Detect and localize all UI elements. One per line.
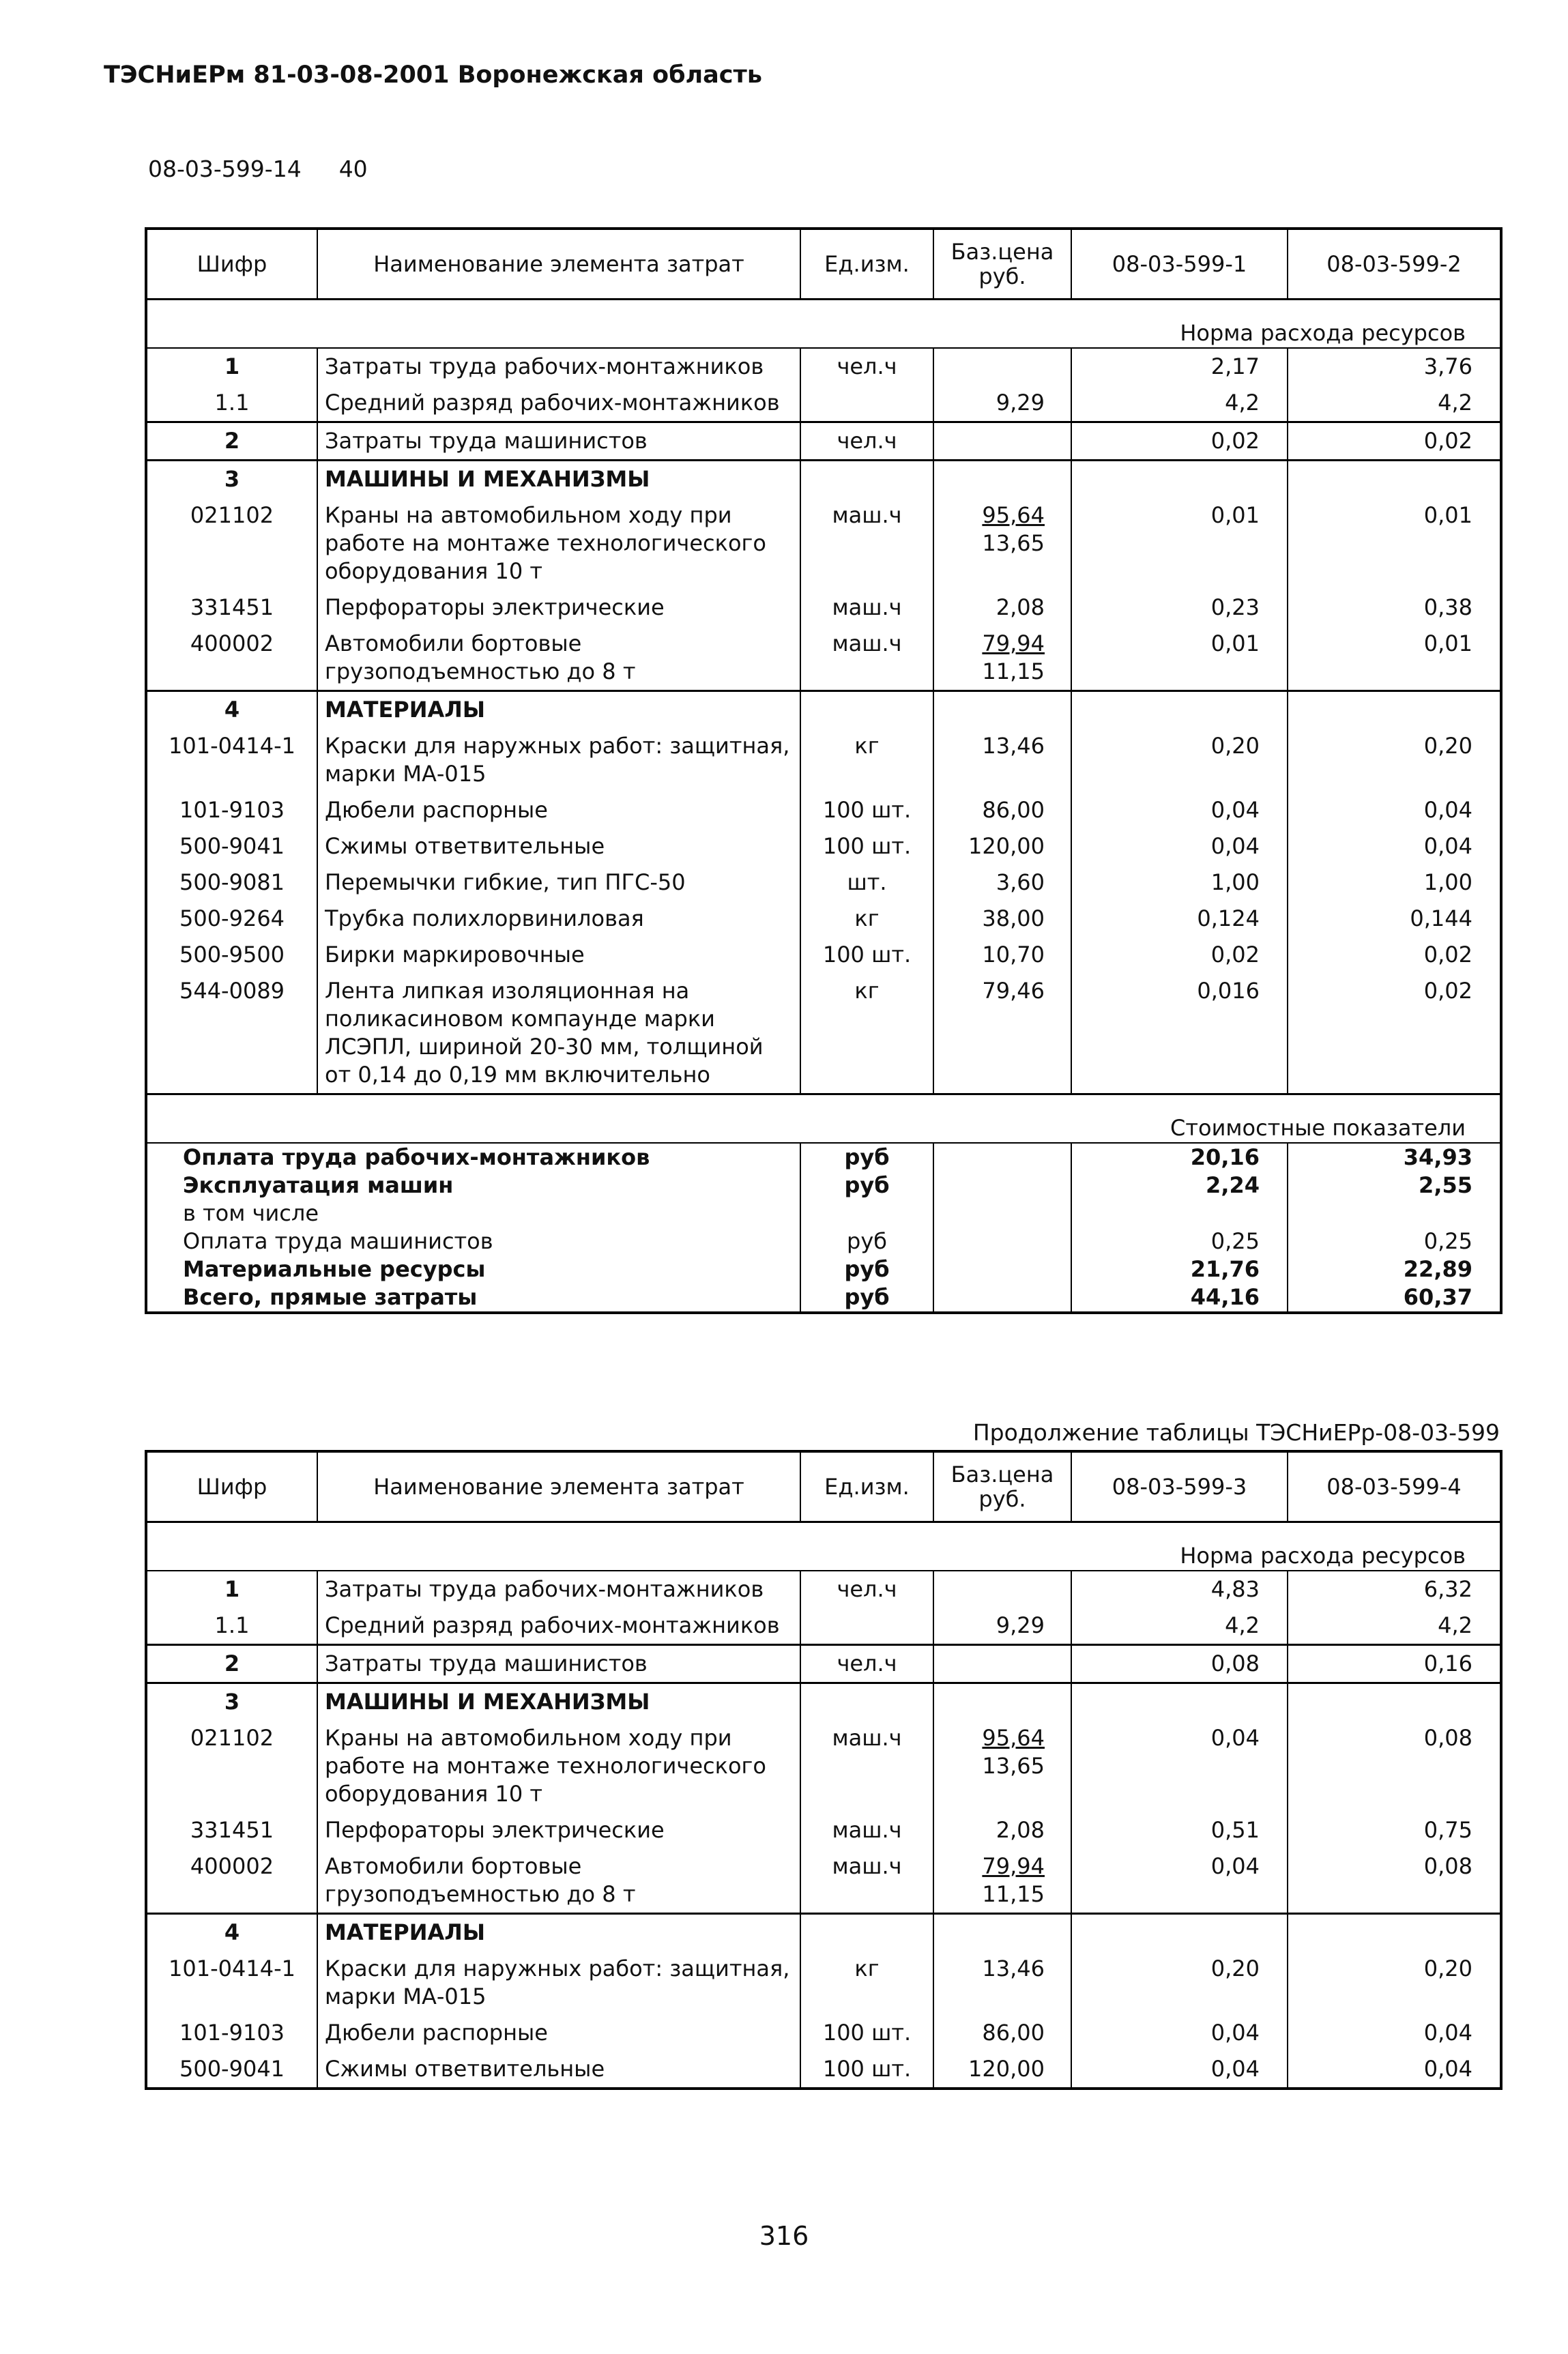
table-reference	[148, 156, 368, 182]
table-row	[146, 461, 1501, 498]
row-unit: кг	[800, 1951, 933, 2015]
cost-price-empty	[933, 1283, 1071, 1313]
table-row	[146, 1848, 1501, 1914]
cost-unit: руб	[800, 1143, 933, 1172]
cost-value-b: 22,89	[1403, 1256, 1472, 1282]
row-code: 101-0414-1	[146, 1951, 317, 2015]
row-name: Краны на автомобильном ходу при работе на монтаже технологического оборудования 10 т	[317, 497, 800, 590]
row-code: 101-9103	[146, 792, 317, 828]
cost-label-row	[146, 1114, 1501, 1143]
row-value-b: 6,32	[1423, 1576, 1472, 1602]
cost-name: Оплата труда рабочих-монтажников	[146, 1143, 800, 1172]
table-row	[146, 497, 1501, 590]
row-name: Лента липкая изоляционная на поликасиновом компаунде марки ЛСЭПЛ, шириной 20-30 мм, толщиной от 0,14 до 0,19 мм включительно	[317, 973, 800, 1094]
row-price	[933, 422, 1071, 461]
row-name: Бирки маркировочные	[317, 937, 800, 973]
row-unit	[800, 385, 933, 422]
page-number: 316	[759, 2221, 809, 2251]
row-price	[933, 1720, 1071, 1812]
row-value-a: 4,2	[1071, 1608, 1288, 1645]
row-code: 2	[146, 422, 317, 461]
table-row	[146, 901, 1501, 937]
row-price: 86,00	[933, 792, 1071, 828]
row-value-a: 0,20	[1071, 1951, 1288, 2015]
cost-row	[146, 1200, 1501, 1227]
norms-table-2	[145, 1450, 1502, 2090]
row-value-a	[1071, 1914, 1288, 1951]
cost-value-b: 2,55	[1419, 1172, 1472, 1198]
row-code: 400002	[146, 1848, 317, 1914]
row-price: 9,29	[933, 1608, 1071, 1645]
cost-value-a	[1071, 1200, 1288, 1227]
row-value-a: 0,20	[1071, 728, 1288, 792]
row-value-b	[1288, 1683, 1501, 1721]
row-value-b: 4,2	[1438, 1612, 1472, 1638]
cost-value-a: 20,16	[1071, 1143, 1288, 1172]
row-unit	[800, 1914, 933, 1951]
row-name: Краски для наружных работ: защитная, марки МА-015	[317, 728, 800, 792]
table-row	[146, 1720, 1501, 1812]
row-unit	[800, 1683, 933, 1721]
row-value-b: 0,08	[1423, 1725, 1472, 1751]
row-value-a: 1,00	[1071, 864, 1288, 901]
row-price	[933, 461, 1071, 498]
row-price: 2,08	[933, 1812, 1071, 1848]
table-row	[146, 1951, 1501, 2015]
row-unit: 100 шт.	[800, 792, 933, 828]
row-price-main: 79,94	[982, 1853, 1045, 1879]
table-row	[146, 626, 1501, 691]
row-unit: маш.ч	[800, 590, 933, 626]
row-price: 38,00	[933, 901, 1071, 937]
row-name: Перемычки гибкие, тип ПГС-50	[317, 864, 800, 901]
cost-value-a: 44,16	[1071, 1283, 1288, 1313]
cost-unit: руб	[800, 1227, 933, 1255]
row-name: Краски для наружных работ: защитная, марки МА-015	[317, 1951, 800, 2015]
row-code: 4	[146, 1914, 317, 1951]
row-price	[933, 497, 1071, 590]
row-code: 101-9103	[146, 2015, 317, 2051]
row-value-b: 4,2	[1438, 390, 1472, 416]
row-price: 10,70	[933, 937, 1071, 973]
cost-price-empty	[933, 1200, 1071, 1227]
cost-value-b: 60,37	[1403, 1284, 1472, 1310]
header-price-line2: руб.	[978, 263, 1026, 289]
row-code: 400002	[146, 626, 317, 691]
table-header-row	[146, 1451, 1501, 1522]
row-value-a: 2,17	[1071, 348, 1288, 385]
row-unit: маш.ч	[800, 1848, 933, 1914]
row-value-a: 0,01	[1071, 497, 1288, 590]
row-name: Сжимы ответвительные	[317, 828, 800, 864]
row-value-b: 3,76	[1423, 353, 1472, 379]
row-value-b: 0,04	[1423, 2056, 1472, 2082]
row-code: 500-9041	[146, 828, 317, 864]
row-unit	[800, 461, 933, 498]
row-unit: 100 шт.	[800, 2051, 933, 2089]
row-value-b: 0,144	[1410, 905, 1472, 931]
row-name: МАТЕРИАЛЫ	[317, 691, 800, 729]
row-code: 500-9264	[146, 901, 317, 937]
row-name: Сжимы ответвительные	[317, 2051, 800, 2089]
row-value-a: 0,04	[1071, 828, 1288, 864]
row-value-a: 0,04	[1071, 1848, 1288, 1914]
cost-row	[146, 1255, 1501, 1283]
header-col-a: 08-03-599-1	[1071, 229, 1288, 300]
row-unit: чел.ч	[800, 1645, 933, 1683]
row-value-b: 0,75	[1423, 1817, 1472, 1843]
row-price-main: 95,64	[982, 1725, 1045, 1751]
row-name: Затраты труда машинистов	[317, 1645, 800, 1683]
cost-value-a: 0,25	[1071, 1227, 1288, 1255]
cost-row	[146, 1227, 1501, 1255]
row-code: 3	[146, 461, 317, 498]
row-name: Дюбели распорные	[317, 792, 800, 828]
header-name: Наименование элемента затрат	[317, 229, 800, 300]
row-name: Дюбели распорные	[317, 2015, 800, 2051]
row-value-a: 0,04	[1071, 2051, 1288, 2089]
row-code: 1	[146, 1571, 317, 1608]
row-value-a: 0,04	[1071, 1720, 1288, 1812]
table-row	[146, 1608, 1501, 1645]
row-value-a	[1071, 1683, 1288, 1721]
cost-value-b: 34,93	[1403, 1144, 1472, 1170]
header-price-line1: Баз.цена	[950, 239, 1054, 265]
row-price-secondary: 13,65	[982, 1753, 1045, 1779]
row-price	[933, 626, 1071, 691]
spacer-cell	[146, 1094, 1501, 1115]
row-value-b	[1288, 1914, 1501, 1951]
cost-row	[146, 1143, 1501, 1172]
row-code: 3	[146, 1683, 317, 1721]
row-name: Перфораторы электрические	[317, 1812, 800, 1848]
row-code: 101-0414-1	[146, 728, 317, 792]
row-unit: кг	[800, 728, 933, 792]
row-unit: 100 шт.	[800, 828, 933, 864]
header-unit: Ед.изм.	[800, 229, 933, 300]
row-price: 86,00	[933, 2015, 1071, 2051]
row-value-b: 0,04	[1423, 797, 1472, 823]
row-unit: маш.ч	[800, 1720, 933, 1812]
cost-label: Стоимостные показатели	[146, 1114, 1501, 1143]
cost-name: Всего, прямые затраты	[146, 1283, 800, 1313]
row-code: 500-9500	[146, 937, 317, 973]
table-row	[146, 728, 1501, 792]
row-name: Средний разряд рабочих-монтажников	[317, 1608, 800, 1645]
cost-row	[146, 1283, 1501, 1313]
row-price: 79,46	[933, 973, 1071, 1094]
row-value-b	[1288, 461, 1501, 498]
cost-price-empty	[933, 1172, 1071, 1200]
row-value-a: 0,23	[1071, 590, 1288, 626]
row-price: 13,46	[933, 728, 1071, 792]
row-value-a: 0,04	[1071, 792, 1288, 828]
row-price-main: 79,94	[982, 630, 1045, 656]
row-value-a: 4,83	[1071, 1571, 1288, 1608]
row-price	[933, 1645, 1071, 1683]
row-value-a: 0,51	[1071, 1812, 1288, 1848]
row-price	[933, 348, 1071, 385]
row-code: 021102	[146, 1720, 317, 1812]
row-code: 544-0089	[146, 973, 317, 1094]
row-value-b: 0,02	[1423, 942, 1472, 968]
norm-label-row	[146, 319, 1501, 348]
table-row	[146, 691, 1501, 729]
row-value-a: 0,016	[1071, 973, 1288, 1094]
table-row	[146, 937, 1501, 973]
cost-value-b: 0,25	[1423, 1228, 1472, 1254]
row-value-b: 0,04	[1423, 2020, 1472, 2046]
row-value-a: 0,02	[1071, 422, 1288, 461]
row-code: 500-9041	[146, 2051, 317, 2089]
row-price: 120,00	[933, 828, 1071, 864]
row-value-b: 0,01	[1423, 630, 1472, 656]
header-code: Шифр	[146, 1451, 317, 1522]
document-title: ТЭСНиЕРм 81-03-08-2001 Воронежская область	[104, 61, 762, 89]
header-col-b: 08-03-599-4	[1288, 1451, 1501, 1522]
row-value-b: 0,20	[1423, 1956, 1472, 1981]
row-name: МАШИНЫ И МЕХАНИЗМЫ	[317, 461, 800, 498]
cost-price-empty	[933, 1255, 1071, 1283]
row-value-b: 0,02	[1288, 422, 1501, 461]
row-price	[933, 691, 1071, 729]
row-unit: маш.ч	[800, 497, 933, 590]
row-value-b: 0,08	[1423, 1853, 1472, 1879]
row-value-a: 0,01	[1071, 626, 1288, 691]
row-value-a: 0,08	[1071, 1645, 1288, 1683]
table-code: 08-03-599-14	[148, 156, 302, 182]
row-price	[933, 1914, 1071, 1951]
row-price	[933, 1683, 1071, 1721]
cost-row	[146, 1172, 1501, 1200]
row-name: МАШИНЫ И МЕХАНИЗМЫ	[317, 1683, 800, 1721]
row-value-a: 0,02	[1071, 937, 1288, 973]
row-value-b	[1288, 691, 1501, 729]
row-unit: маш.ч	[800, 1812, 933, 1848]
header-code: Шифр	[146, 229, 317, 300]
row-code: 500-9081	[146, 864, 317, 901]
row-unit: кг	[800, 901, 933, 937]
table-row	[146, 864, 1501, 901]
row-price: 13,46	[933, 1951, 1071, 2015]
header-price	[933, 1451, 1071, 1522]
row-name: Автомобили бортовые грузоподъемностью до 8 т	[317, 626, 800, 691]
table-row	[146, 348, 1501, 385]
table-row	[146, 422, 1501, 461]
row-code: 021102	[146, 497, 317, 590]
table-row	[146, 1914, 1501, 1951]
cost-name: Оплата труда машинистов	[146, 1227, 800, 1255]
row-unit: чел.ч	[800, 422, 933, 461]
header-col-a: 08-03-599-3	[1071, 1451, 1288, 1522]
row-price	[933, 1848, 1071, 1914]
table-row	[146, 385, 1501, 422]
row-value-b: 0,16	[1288, 1645, 1501, 1683]
row-value-a	[1071, 461, 1288, 498]
row-name: МАТЕРИАЛЫ	[317, 1914, 800, 1951]
header-price	[933, 229, 1071, 300]
table-row	[146, 1812, 1501, 1848]
row-unit: кг	[800, 973, 933, 1094]
row-price	[933, 1571, 1071, 1608]
row-unit: 100 шт.	[800, 2015, 933, 2051]
row-unit: маш.ч	[800, 626, 933, 691]
spacer-cell	[146, 300, 1501, 320]
row-code: 1	[146, 348, 317, 385]
row-unit	[800, 1608, 933, 1645]
cost-unit: руб	[800, 1172, 933, 1200]
table-row	[146, 2015, 1501, 2051]
row-price-secondary: 13,65	[982, 530, 1045, 556]
row-unit	[800, 691, 933, 729]
spacer-row	[146, 1094, 1501, 1115]
header-name: Наименование элемента затрат	[317, 1451, 800, 1522]
cost-price-empty	[933, 1143, 1071, 1172]
row-code: 331451	[146, 1812, 317, 1848]
row-value-b: 0,02	[1423, 978, 1472, 1004]
row-name: Средний разряд рабочих-монтажников	[317, 385, 800, 422]
table-row	[146, 828, 1501, 864]
row-name: Краны на автомобильном ходу при работе на монтаже технологического оборудования 10 т	[317, 1720, 800, 1812]
table-row	[146, 590, 1501, 626]
norm-label-row	[146, 1542, 1501, 1571]
row-value-b: 0,38	[1423, 594, 1472, 620]
row-name: Трубка полихлорвиниловая	[317, 901, 800, 937]
cost-unit	[800, 1200, 933, 1227]
table-number: 40	[338, 156, 368, 182]
row-code: 1.1	[146, 1608, 317, 1645]
norm-label: Норма расхода ресурсов	[146, 1542, 1501, 1571]
cost-name: Материальные ресурсы	[146, 1255, 800, 1283]
spacer-row	[146, 1522, 1501, 1543]
header-price-line1: Баз.цена	[950, 1462, 1054, 1487]
table-row	[146, 2051, 1501, 2089]
row-price: 120,00	[933, 2051, 1071, 2089]
continuation-caption: Продолжение таблицы ТЭСНиЕРр-08-03-599	[972, 1419, 1500, 1446]
row-name: Автомобили бортовые грузоподъемностью до 8 т	[317, 1848, 800, 1914]
cost-name: Эксплуатация машин	[146, 1172, 800, 1200]
spacer-row	[146, 300, 1501, 320]
row-value-b: 1,00	[1423, 869, 1472, 895]
header-price-line2: руб.	[978, 1486, 1026, 1512]
header-unit: Ед.изм.	[800, 1451, 933, 1522]
row-unit: чел.ч	[800, 1571, 933, 1608]
row-value-b: 0,04	[1423, 833, 1472, 859]
cost-value-b	[1288, 1200, 1501, 1227]
cost-name: в том числе	[146, 1200, 800, 1227]
cost-value-a: 21,76	[1071, 1255, 1288, 1283]
row-name: Затраты труда рабочих-монтажников	[317, 1571, 800, 1608]
table-row	[146, 1683, 1501, 1721]
row-code: 4	[146, 691, 317, 729]
row-value-a: 4,2	[1071, 385, 1288, 422]
row-code: 2	[146, 1645, 317, 1683]
row-price: 9,29	[933, 385, 1071, 422]
row-price: 2,08	[933, 590, 1071, 626]
cost-price-empty	[933, 1227, 1071, 1255]
row-price: 3,60	[933, 864, 1071, 901]
norm-label: Норма расхода ресурсов	[146, 319, 1501, 348]
row-price-main: 95,64	[982, 502, 1045, 528]
row-code: 1.1	[146, 385, 317, 422]
table-row	[146, 792, 1501, 828]
row-value-b: 0,01	[1423, 502, 1472, 528]
row-name: Затраты труда рабочих-монтажников	[317, 348, 800, 385]
row-unit: шт.	[800, 864, 933, 901]
row-value-b: 0,20	[1423, 733, 1472, 759]
table-row	[146, 1645, 1501, 1683]
cost-value-a: 2,24	[1071, 1172, 1288, 1200]
row-code: 331451	[146, 590, 317, 626]
norms-table-1	[145, 227, 1502, 1314]
table-header-row	[146, 229, 1501, 300]
spacer-cell	[146, 1522, 1501, 1543]
row-price-secondary: 11,15	[982, 1881, 1045, 1907]
row-price-secondary: 11,15	[982, 658, 1045, 684]
row-unit: 100 шт.	[800, 937, 933, 973]
row-name: Перфораторы электрические	[317, 590, 800, 626]
cost-unit: руб	[800, 1255, 933, 1283]
row-value-a	[1071, 691, 1288, 729]
cost-unit: руб	[800, 1283, 933, 1313]
header-col-b: 08-03-599-2	[1288, 229, 1501, 300]
row-name: Затраты труда машинистов	[317, 422, 800, 461]
row-value-a: 0,124	[1071, 901, 1288, 937]
row-value-a: 0,04	[1071, 2015, 1288, 2051]
table-row	[146, 973, 1501, 1094]
table-row	[146, 1571, 1501, 1608]
row-unit: чел.ч	[800, 348, 933, 385]
